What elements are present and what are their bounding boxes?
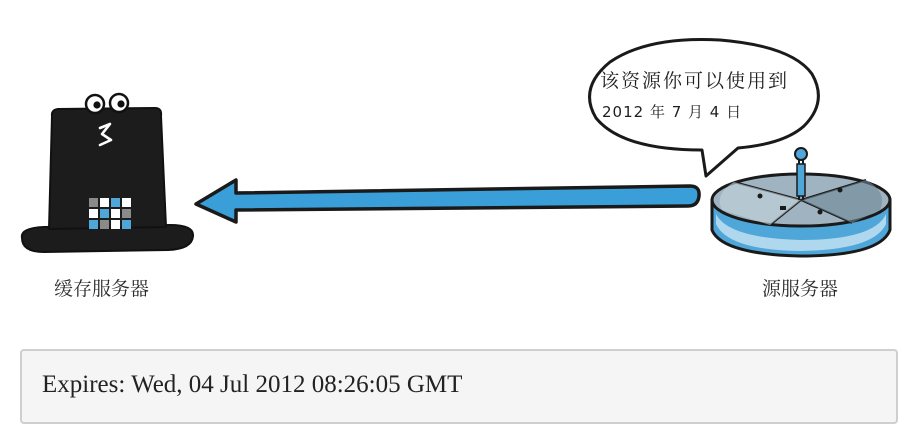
cache-server-label: 缓存服务器 — [54, 278, 150, 300]
expires-header-text: Expires: Wed, 04 Jul 2012 08:26:05 GMT — [42, 371, 463, 398]
response-arrow — [196, 180, 699, 222]
cache-server-icon — [22, 94, 193, 252]
origin-server-icon — [712, 148, 890, 256]
bubble-text-line1: 该资源你可以使用到 — [600, 70, 790, 92]
origin-server-label: 源服务器 — [762, 278, 839, 300]
expires-header-box — [20, 349, 898, 424]
bubble-text-line2: 2012 年 7 月 4 日 — [602, 103, 743, 121]
